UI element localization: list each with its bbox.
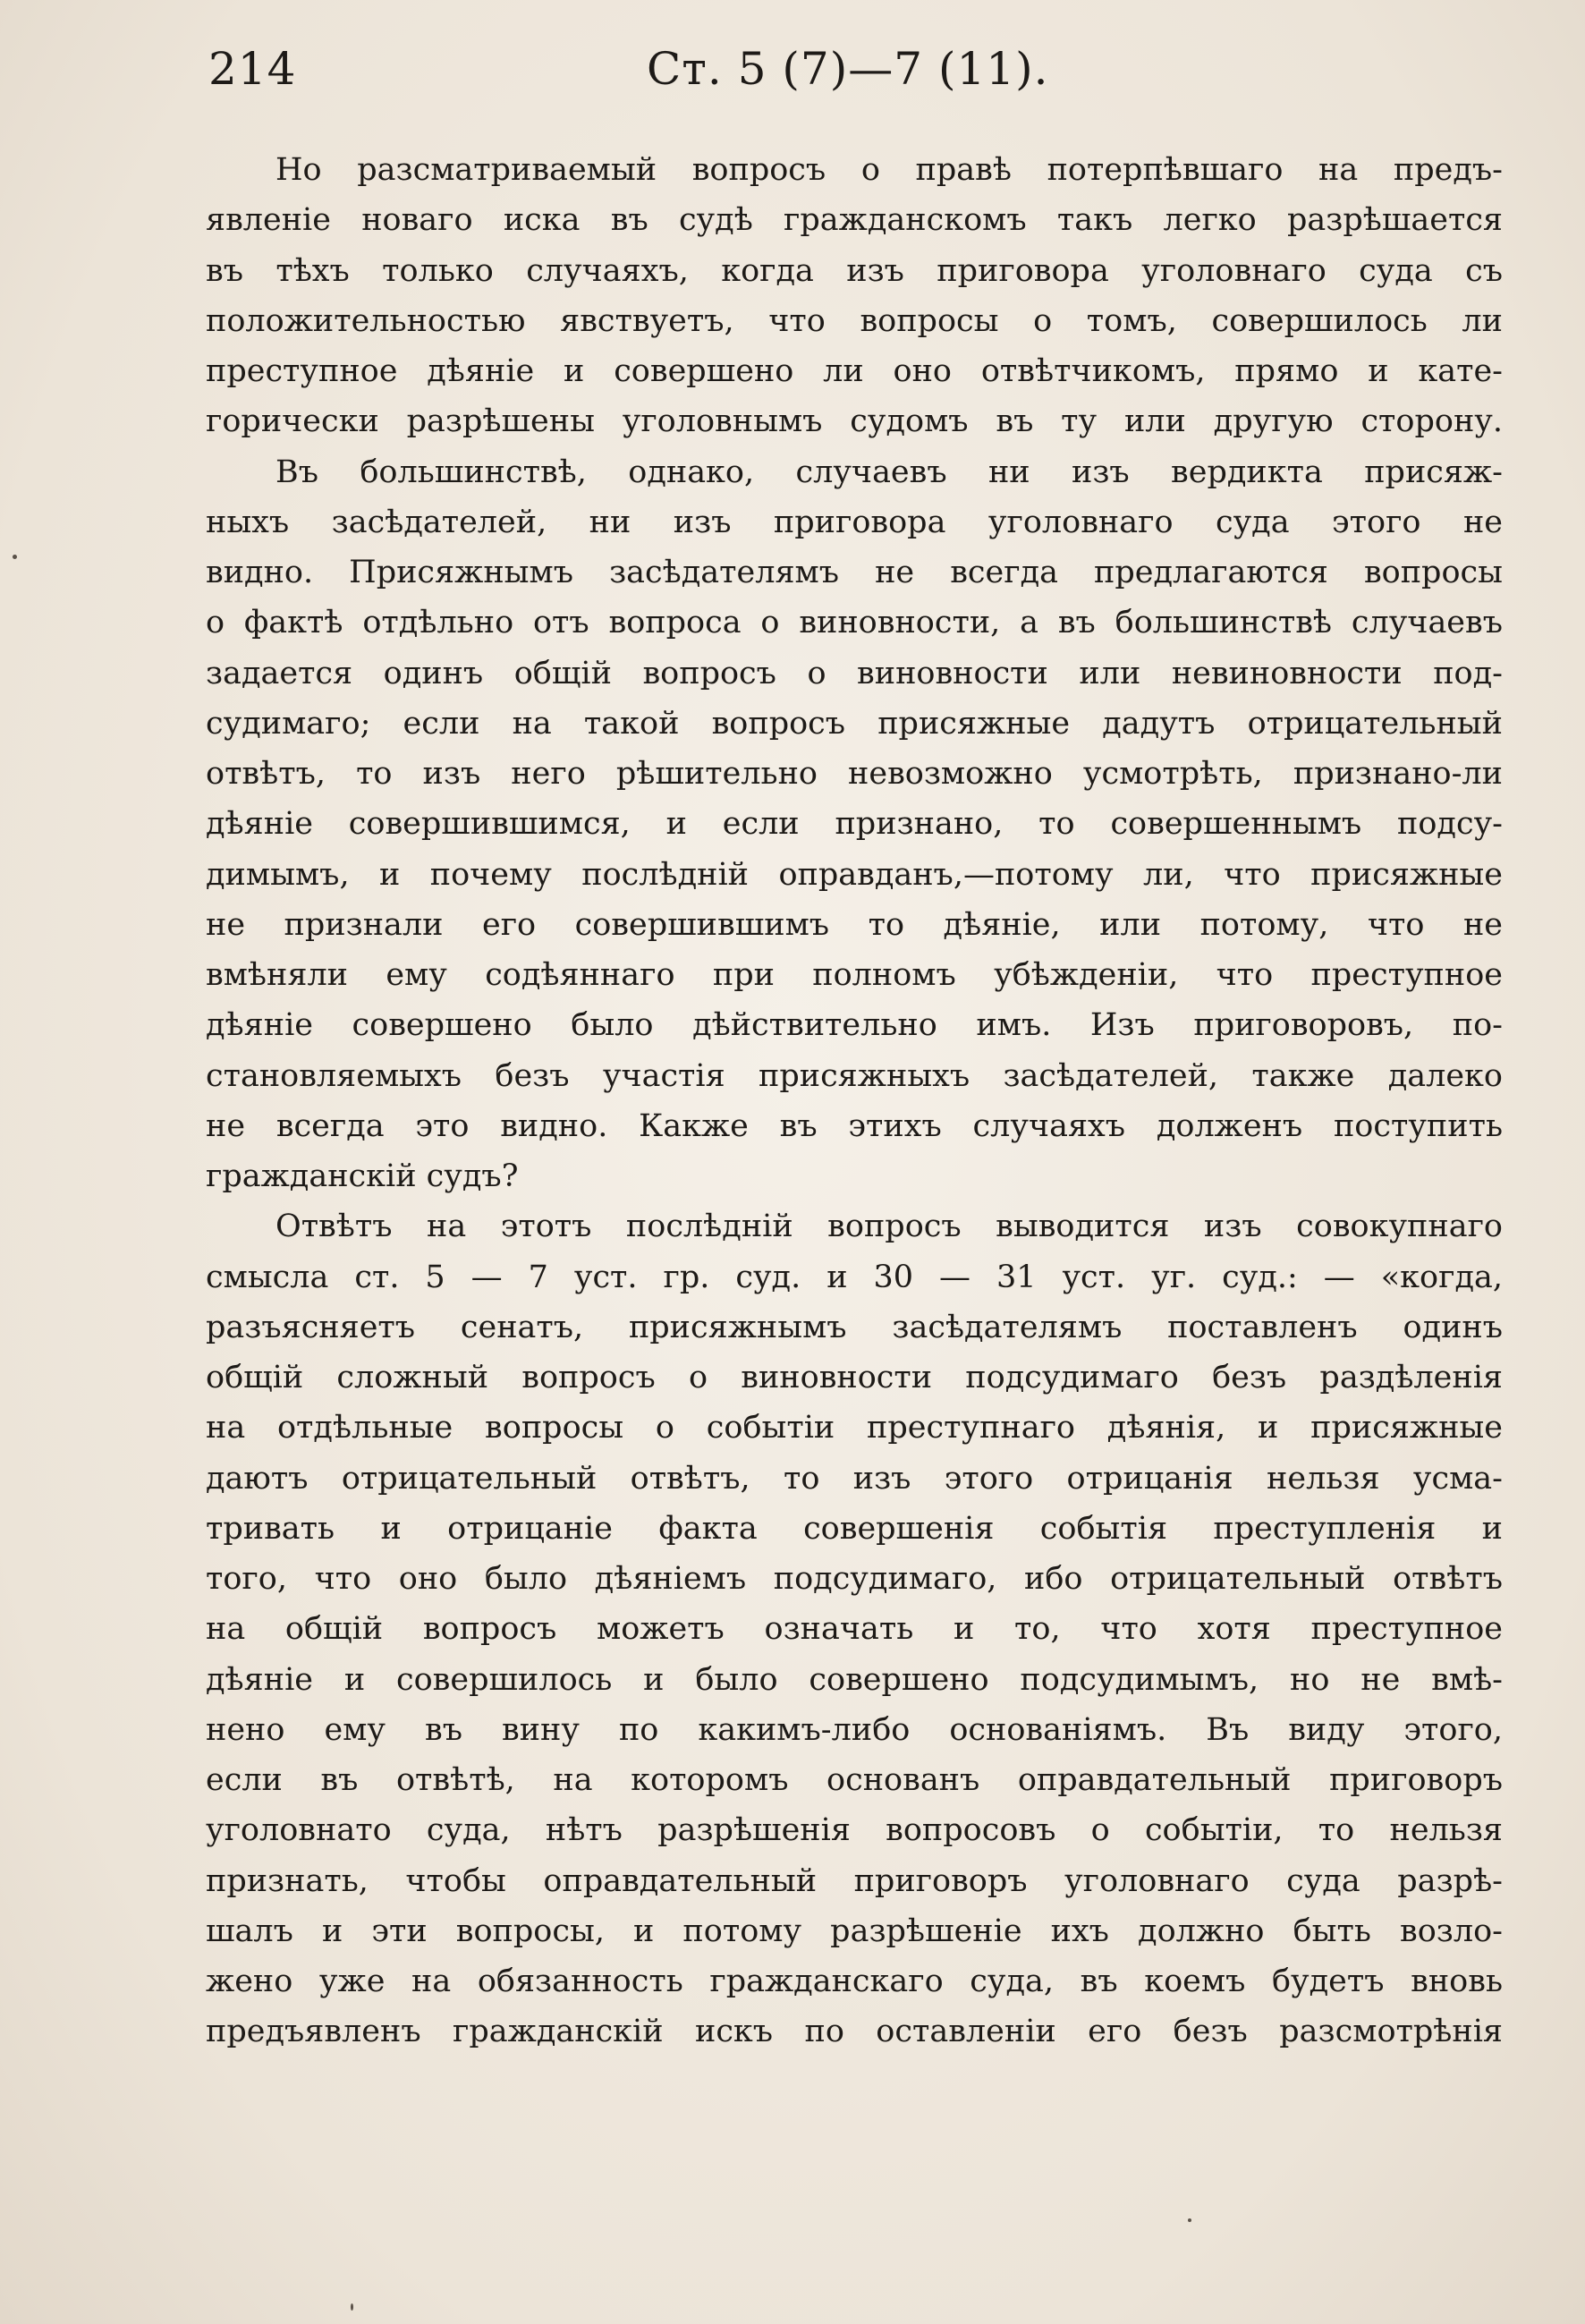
text-line: явленіе новаго иска въ судѣ гражданскомъ такъ легко разрѣшается: [206, 202, 1503, 239]
text-line: если въ отвѣтѣ, на которомъ основанъ оправдательный приговоръ: [206, 1762, 1503, 1798]
text-line: преступное дѣяніе и совершено ли оно отвѣтчикомъ, прямо и кате-: [206, 353, 1503, 389]
text-line: задается одинъ общій вопросъ о виновности или невиновности под-: [206, 655, 1503, 691]
text-line: тривать и отрицаніе факта совершенія событія преступленія и: [206, 1510, 1503, 1547]
text-line: гражданскій судъ?: [206, 1158, 519, 1194]
text-line: того, что оно было дѣяніемъ подсудимаго, ибо отрицательный отвѣтъ: [206, 1561, 1503, 1597]
text-line: дѣяніе совершено было дѣйствительно имъ. Изъ приговоровъ, по-: [206, 1007, 1503, 1044]
text-line: уголовнато суда, нѣтъ разрѣшенія вопросовъ о событіи, то нельзя: [206, 1812, 1503, 1849]
text-line: димымъ, и почему послѣдній оправданъ,—потому ли, что присяжные: [206, 856, 1503, 893]
text-line: на общій вопросъ можетъ означать и то, что хотя преступное: [206, 1611, 1503, 1648]
text-line: общій сложный вопросъ о виновности подсудимаго безъ раздѣленія: [206, 1360, 1503, 1395]
paper-speck: [13, 555, 17, 559]
text-line: дѣяніе совершившимся, и если признано, то совершеннымъ подсу-: [206, 806, 1503, 843]
text-line: Въ большинствѣ, однако, случаевъ ни изъ вердикта присяж-: [275, 454, 1503, 490]
text-line: шалъ и эти вопросы, и потому разрѣшеніе ихъ должно быть возло-: [206, 1913, 1503, 1949]
text-line: предъявленъ гражданскій искъ по оставленіи его безъ разсмотрѣнія: [206, 2014, 1503, 2050]
body-text: [206, 145, 1503, 2057]
text-line: положительностью явствуетъ, что вопросы о томъ, совершилось ли: [206, 302, 1503, 339]
text-line: на отдѣльные вопросы о событіи преступнаго дѣянія, и присяжные: [206, 1410, 1503, 1446]
text-line: смысла ст. 5 — 7 уст. гр. суд. и 30 — 31 уст. уг. суд.: — «когда,: [206, 1259, 1503, 1295]
text-line: жено уже на обязанность гражданскаго суда, въ коемъ будетъ вновь: [206, 1964, 1503, 1999]
text-line: о фактѣ отдѣльно отъ вопроса о виновности, а въ большинствѣ случаевъ: [206, 605, 1503, 641]
paper-speck: [351, 2303, 353, 2311]
text-line: признать, чтобы оправдательный приговоръ уголовнаго суда разрѣ-: [206, 1862, 1503, 1899]
text-line: Отвѣтъ на этотъ послѣдній вопросъ выводится изъ совокупнаго: [275, 1209, 1503, 1245]
running-head: Ст. 5 (7)—7 (11).: [647, 43, 1049, 95]
text-line: разъясняетъ сенатъ, присяжнымъ засѣдателямъ поставленъ одинъ: [206, 1309, 1503, 1345]
page-number: 214: [208, 43, 297, 95]
text-line: видно. Присяжнымъ засѣдателямъ не всегда предлагаются вопросы: [206, 555, 1503, 590]
text-line: не признали его совершившимъ то дѣяніе, или потому, что не: [206, 906, 1503, 943]
paper-speck: [1188, 2218, 1191, 2222]
text-line: горически разрѣшены уголовнымъ судомъ въ ту или другую сторону.: [206, 403, 1503, 440]
text-line: даютъ отрицательный отвѣтъ, то изъ этого отрицанія нельзя усма-: [206, 1460, 1503, 1497]
text-line: судимаго; если на такой вопросъ присяжные дадутъ отрицательный: [206, 705, 1503, 742]
text-line: становляемыхъ безъ участія присяжныхъ засѣдателей, также далеко: [206, 1057, 1503, 1094]
text-line: отвѣтъ, то изъ него рѣшительно невозможно усмотрѣть, признано-ли: [206, 756, 1503, 792]
text-line: вмѣняли ему содѣяннаго при полномъ убѣжденіи, что преступное: [206, 957, 1503, 993]
text-line: не всегда это видно. Какже въ этихъ случаяхъ долженъ поступить: [206, 1107, 1503, 1144]
text-line: дѣяніе и совершилось и было совершено подсудимымъ, но не вмѣ-: [206, 1661, 1503, 1698]
text-line: Но разсматриваемый вопросъ о правѣ потерпѣвшаго на предъ-: [275, 152, 1503, 188]
text-line: нено ему въ вину по какимъ-либо основаніямъ. Въ виду этого,: [206, 1711, 1503, 1748]
text-line: ныхъ засѣдателей, ни изъ приговора уголовнаго суда этого не: [206, 504, 1503, 540]
text-line: въ тѣхъ только случаяхъ, когда изъ приговора уголовнаго суда съ: [206, 252, 1503, 289]
